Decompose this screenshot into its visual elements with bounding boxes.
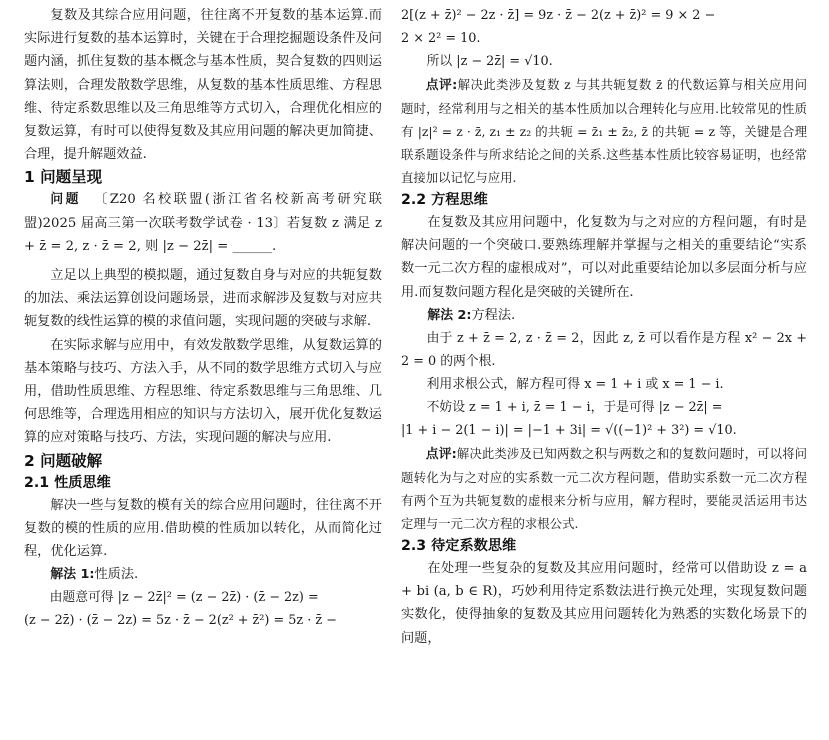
solution-1-label: 解法 1: (50, 567, 95, 583)
solution-1-continued-1: 2[(z + z̄)² − 2z · z̄] = 9z · z̄ − 2(z + z̄)² = 9 × 2 − (401, 8, 716, 23)
section-2-3-paragraph: 在处理一些复杂的复数及其应用问题时，经常可以借助设 z = a + bi (a, b ∈ R)，巧妙利用待定系数法进行换元处理，实现复数问题实数化，使得抽象的复数及其应用问题转化为熟悉的实数化场景下的问题， (401, 561, 807, 646)
solution-2-label: 解法 2: (427, 307, 472, 323)
solution-2-step-3: 不妨设 z = 1 + i, z̄ = 1 − i，于是可得 |z − 2z̄| = (426, 400, 723, 416)
section-2-1-heading: 2.1 性质思维 (24, 474, 111, 491)
analysis-paragraph: 立足以上典型的模拟题，通过复数自身与对应的共轭复数的加法、乘法运算创设问题场景，进而求解涉及复数与对应共轭复数的线性运算的模的求值问题，实现问题的突破与求解. (24, 268, 382, 330)
section-2-heading: 2 问题破解 (24, 451, 103, 470)
right-column (401, 4, 807, 650)
solution-1-header (24, 563, 382, 586)
solution-1-result: 所以 |z − 2z̄| = √10. (426, 54, 553, 69)
left-column (24, 4, 382, 632)
note-2-text: 解决此类涉及已知两数之积与两数之和的复数问题时，可以将问题转化为与之对应的实系数一元二次方程问题，借助实系数一元二次方程有两个互为共轭复数的虚根来分析与应用，解方程时，要能灵活运用韦达定理与一元二次方程的求根公式. (401, 446, 807, 532)
solution-2-step-2: 利用求根公式，解方程可得 x = 1 + i 或 x = 1 − i. (426, 377, 724, 393)
problem-statement (24, 188, 382, 258)
solution-1-line-2: (z − 2z̄) · (z̄ − 2z) = 5z · z̄ − 2(z² + z̄²) = 5z · z̄ − (24, 613, 337, 629)
intro-paragraph: 复数及其综合应用问题，往往离不开复数的基本运算.而实际进行复数的基本运算时，关键在于合理挖掘题设条件及问题内涵，抓住复数的基本概念与基本性质，契合复数的四则运算法则，合理发散数学思维，从复数的基本性质思维、方程思维、待定系数思维以及三角思维等方式切入，合理优化相应的复数运算，有时可以使得复数及其应用问题的解决更加简捷、合理，提升解题效益. (24, 8, 382, 163)
section-2-3-heading: 2.3 待定系数思维 (401, 538, 517, 555)
practice-paragraph: 在实际求解与应用中，有效发散数学思维，从复数运算的基本策略与技巧、方法入手，从不同的数学思维方式切入与应用，借助性质思维、方程思维、待定系数思维与三角思维、几何思维等，合理选用相应的知识与方法切入，展开优化复数运算的应对策略与技巧、方法，实现问题的解决与应用. (24, 337, 382, 446)
section-1-heading: 1 问题呈现 (24, 168, 103, 187)
solution-1-line-1: 由题意可得 |z − 2z̄|² = (z − 2z̄) · (z̄ − 2z) = (49, 590, 319, 606)
section-2-2-paragraph: 在复数及其应用问题中，化复数为与之对应的方程问题，有时是解决问题的一个突破口.要熟练理解并掌握与之相关的重要结论“实系数一元二次方程的虚根成对”，可以对此重要结论加以多层面分析与应用.而复数问题方程化是突破的关键所在. (401, 215, 807, 300)
problem-text: 〔Z20 名校联盟(浙江省名校新高考研究联盟)2025 届高三第一次联考数学试卷 · 13〕若复数 z 满足 z + z̄ = 2, z · z̄ = 2, 则 |z − 2z̄| = ______. (24, 192, 382, 254)
solution-2-name: 方程法. (471, 307, 516, 323)
note-1-label: 点评: (425, 78, 458, 93)
solution-2-step-1: 由于 z + z̄ = 2, z · z̄ = 2，因此 z, z̄ 可以看作是方程 x² − 2x + 2 = 0 的两个根. (401, 331, 807, 370)
note-2 (401, 442, 807, 535)
solution-1-continued-2: 2 × 2² = 10. (401, 31, 481, 46)
note-2-label: 点评: (425, 447, 457, 463)
solution-2-step-4: |1 + i − 2(1 − i)| = |−1 + 3i| = √((−1)² + 3²) = √10. (401, 423, 737, 439)
note-1 (401, 73, 807, 189)
problem-label: 问题 (50, 192, 81, 208)
solution-2-header (401, 304, 807, 327)
note-1-text: 解决此类涉及复数 z 与其共轭复数 z̄ 的代数运算与相关应用问题时，经常利用与之相关的基本性质加以合理转化与应用.比较常见的性质有 |z|² = z · z̄, z₁ ± z₂ 的共轭 = z̄₁ ± z̄₂, z̄ 的共轭 = z 等，关键是合理联系题设条件与所求结论之间的关系.这些基本性质比较容易证明，也经常直接加以记忆与应用. (401, 77, 807, 185)
solution-1-name: 性质法. (94, 567, 139, 583)
section-2-2-heading: 2.2 方程思维 (401, 192, 488, 208)
section-2-1-paragraph: 解决一些与复数的模有关的综合应用问题时，往往离不开复数的模的性质的应用.借助模的性质加以转化，从而简化过程，优化运算. (24, 497, 382, 560)
